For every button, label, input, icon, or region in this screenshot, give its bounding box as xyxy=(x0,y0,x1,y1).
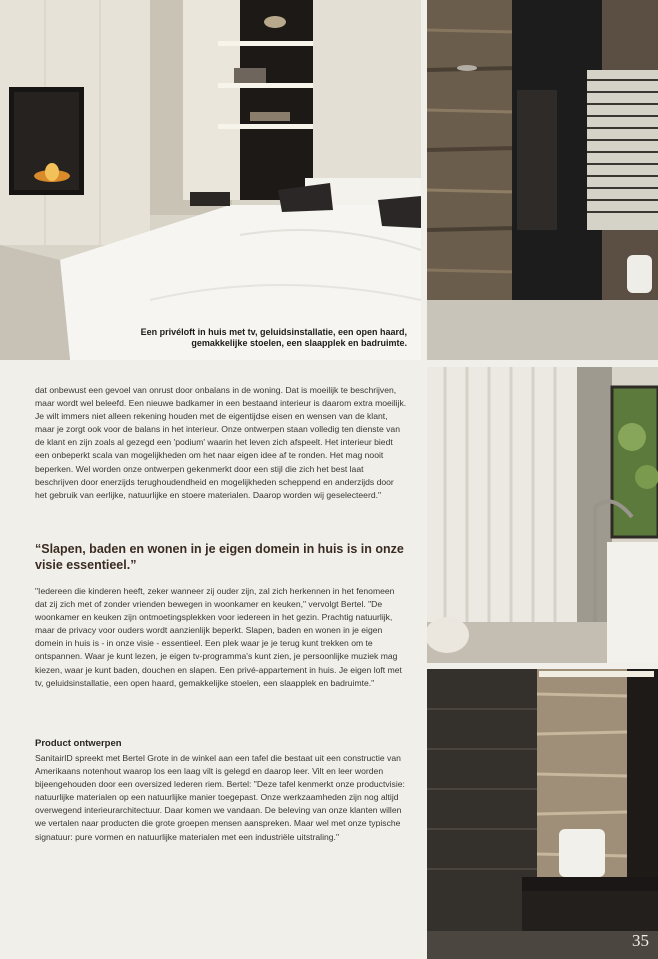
sink-photo xyxy=(427,669,658,959)
body-paragraph: dat onbewust een gevoel van onrust door onbalans in de woning. Dat is moeilijk te beschrijven, maar wordt wel beleefd. Een nieuwe badkamer in een bestaand interieur is daarom extra moeilijk. Je wilt immers niet alleen rekening houden met de eigentijdse eisen en wensen van de klant, maar je zorgt ook voor de balans in het interieur. Onze ontwerpen staan volledig ten dienste van de klant en zijn zoals al gezegd een 'podium' waarin het leven zich afspeelt. Het interieur biedt een onbeperkt scala van mogelijkheden om het naar eigen idee af te ronden. Het mag nooit beperken. Wel worden onze ontwerpen gekenmerkt door een stijl die zich het best laat beschrijven door enerzijds terughoudendheid en mogelijkheden scheppend en anderzijds door het gebruik van eerlijke, natuurlijke en stoere materialen. Daarop worden wij geselecteerd." xyxy=(35,385,407,500)
page-number: 35 xyxy=(632,931,649,950)
body-paragraph: "Iedereen die kinderen heeft, zeker wanneer zij ouder zijn, zal zich herkennen in het fenomeen dat zij zich met of zonder vrienden bewegen in woonkamer en keuken," vervolgt Bertel. "De woonkamer en keuken zijn ontmoetingsplekken voor iedereen in het gezin. Prachtig natuurlijk, maar de privacy voor ouders wordt aanzienlijk beperkt. Slapen, baden en wonen in je eigen domein in huis is - in onze visie - essentieel. Een plek waar je je terug kunt trekken om te ontspannen. Waar je kunt lezen, je eigen tv-programma's kunt zien, je persoonlijke muziek mag kiezen, waar je kunt baden, douchen en slapen. Een privé-appartement in huis. Je eigen loft met tv, geluidsinstallatie, een open haard, gemakkelijke stoelen, een slaapplek en badruimte." xyxy=(35,586,402,688)
pull-quote: “Slapen, baden en wonen in je eigen domein in huis is in onze visie essentieel.” xyxy=(35,542,404,572)
shower-photo xyxy=(427,0,658,360)
photo-caption: Een privéloft in huis met tv, geluidsinstallatie, een open haard, gemakkelijke stoelen, een slaapplek en badruimte. xyxy=(140,327,407,348)
section-heading: Product ontwerpen xyxy=(35,738,122,749)
bedroom-photo xyxy=(0,0,421,360)
body-paragraph: SanitairID spreekt met Bertel Grote in de winkel aan een tafel die bestaat uit een constructie van Amerikaans notenhout waarop los een laag vilt is gelegd en daarop leer. Vilt en leer worden bijeengehouden door een oversized lederen riem. Bertel: "Deze tafel kenmerkt onze productvisie: natuurlijke materialen op een natuurlijke manier toegepast. Onze werkzaamheden zijn nog altijd overwegend interieurarchitectuur. Daar komen we vandaan. De beleving van onze klanten willen we vertalen naar producten die grote groepen mensen aanspreken. Maar wel met onze typische signatuur: pure vormen en natuurlijke materialen met een industriële uitstraling." xyxy=(35,753,405,842)
bathtub-photo xyxy=(427,367,658,663)
